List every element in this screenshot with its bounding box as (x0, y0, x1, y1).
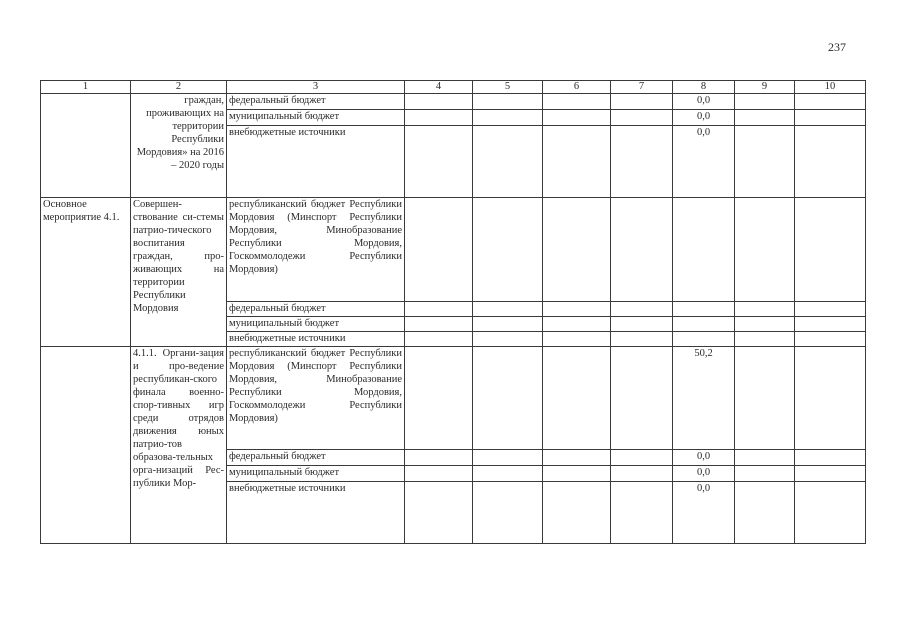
value-cell: 0,0 (673, 110, 735, 126)
row-label-cell (41, 347, 131, 544)
column-header: 10 (795, 81, 866, 94)
funding-source-cell: федеральный бюджет (227, 94, 405, 110)
value-cell (673, 317, 735, 332)
column-header: 3 (227, 81, 405, 94)
page-number: 237 (828, 40, 846, 54)
value-cell: 0,0 (673, 94, 735, 110)
column-header: 2 (131, 81, 227, 94)
funding-source-cell: федеральный бюджет (227, 302, 405, 317)
budget-table (40, 80, 866, 544)
activity-name-cell: Совершен-ствование си-стемы патрио-тического воспитания граждан, про-живающих на территории Республики Мордовия (131, 198, 227, 347)
funding-source-cell: муниципальный бюджет (227, 466, 405, 482)
column-header: 8 (673, 81, 735, 94)
column-header: 7 (611, 81, 673, 94)
funding-source-cell: федеральный бюджет (227, 450, 405, 466)
table-row (41, 347, 866, 450)
funding-source-cell: внебюджетные источники (227, 482, 405, 544)
row-label-cell (41, 94, 131, 198)
funding-source-cell: внебюджетные источники (227, 332, 405, 347)
column-number-row (41, 81, 866, 94)
value-cell: 0,0 (673, 126, 735, 198)
value-cell: 0,0 (673, 466, 735, 482)
funding-source-cell: республиканский бюджет Республики Мордовия (Минспорт Республики Мордовия, Минобразование Республики Мордовия, Госкоммолодежи Республики Мордовия) (227, 347, 405, 450)
activity-name-cell: 4.1.1. Органи-зация и про-ведение республикан-ского финала военно-спор-тивных игр среди отрядов движения юных патрио-тов образова-тельных орга-низаций Рес-публики Мор- (131, 347, 227, 544)
activity-label-cell: Основное мероприятие 4.1. (41, 198, 131, 347)
program-name-cell: граждан, проживающих на территории Республики Мордовия» на 2016 – 2020 годы (131, 94, 227, 198)
value-cell: 50,2 (673, 347, 735, 450)
funding-source-cell: муниципальный бюджет (227, 110, 405, 126)
value-cell (673, 332, 735, 347)
value-cell (673, 198, 735, 302)
funding-source-cell: муниципальный бюджет (227, 317, 405, 332)
column-header: 9 (735, 81, 795, 94)
funding-source-cell: внебюджетные источники (227, 126, 405, 198)
column-header: 5 (473, 81, 543, 94)
value-cell: 0,0 (673, 482, 735, 544)
funding-source-cell: республиканский бюджет Республики Мордовия (Минспорт Республики Мордовия, Минобразование Республики Мордовия, Госкоммолодежи Республики Мордовия) (227, 198, 405, 302)
table-row (41, 198, 866, 302)
table-row (41, 94, 866, 110)
column-header: 1 (41, 81, 131, 94)
column-header: 6 (543, 81, 611, 94)
value-cell: 0,0 (673, 450, 735, 466)
column-header: 4 (405, 81, 473, 94)
value-cell (673, 302, 735, 317)
